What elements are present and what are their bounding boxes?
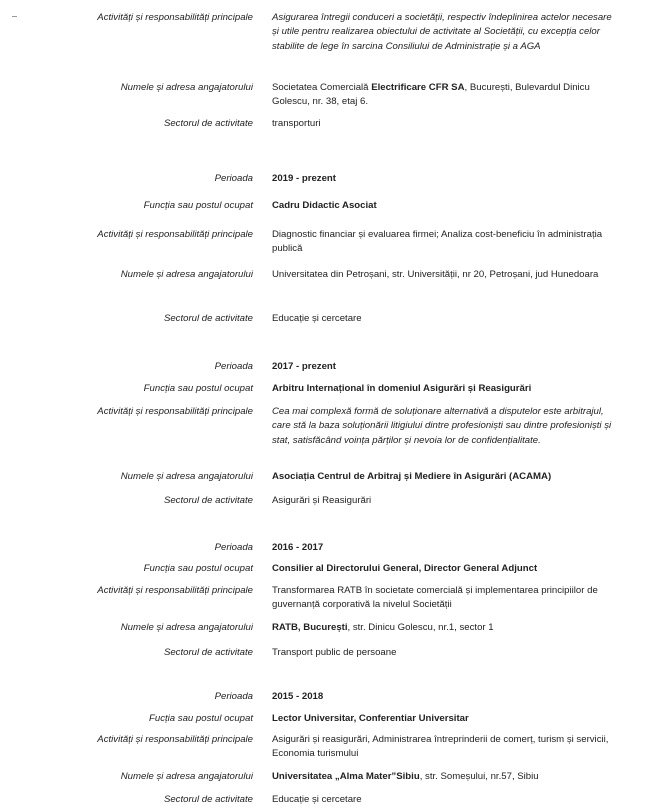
position-label: Funcția sau postul ocupat	[143, 383, 253, 394]
sector-value: Transport public de persoane	[272, 647, 397, 658]
employer-label: Numele și adresa angajatorului	[120, 622, 253, 633]
position-label: Funcția sau postul ocupat	[143, 563, 253, 574]
position-value: Cadru Didactic Asociat	[272, 200, 377, 211]
activities-value: Asigurări și reasigurări, Administrarea întreprinderii de comerț, turism și servicii, Economia turismului	[272, 734, 609, 760]
employer-value: RATB, București, str. Dinicu Golescu, nr.1, sector 1	[272, 622, 494, 633]
employer-label: Numele și adresa angajatorului	[120, 269, 253, 280]
period-value: 2017 - prezent	[272, 361, 336, 372]
employer-value: Asociația Centrul de Arbitraj și Mediere în Asigurări (ACAMA)	[272, 471, 552, 482]
sector-label: Sectorul de activitate	[163, 794, 253, 805]
period-value: 2019 - prezent	[272, 173, 336, 184]
sector-label: Sectorul de activitate	[163, 118, 253, 129]
activities-label: Activități și responsabilități principale	[97, 734, 253, 745]
employer-value: Universitatea din Petroșani, str. Universității, nr 20, Petroșani, jud Hunedoara	[272, 269, 599, 280]
position-value: Arbitru Internațional în domeniul Asigurări și Reasigurări	[272, 383, 532, 394]
employer-label: Numele și adresa angajatorului	[120, 771, 253, 782]
employer-label: Numele și adresa angajatorului	[120, 82, 253, 93]
sector-value: transporturi	[272, 118, 321, 129]
period-label: Perioada	[214, 542, 253, 553]
period-value: 2015 - 2018	[272, 691, 324, 702]
sector-label: Sectorul de activitate	[163, 647, 253, 658]
activities-label: Activități și responsabilități principale	[97, 406, 253, 417]
period-label: Perioada	[214, 173, 253, 184]
position-value: Consilier al Directorului General, Director General Adjunct	[272, 563, 538, 574]
position-label: Funcția sau postul ocupat	[143, 200, 253, 211]
activities-label: Activități și responsabilități principale	[97, 229, 253, 240]
sector-label: Sectorul de activitate	[163, 495, 253, 506]
sector-value: Educație și cercetare	[272, 313, 362, 324]
employer-value: Universitatea „Alma Mater”Sibiu, str. Someșului, nr.57, Sibiu	[272, 771, 539, 782]
sector-value: Asigurări și Reasigurări	[272, 495, 372, 506]
activities-value: Transformarea RATB în societate comercială și implementarea principiilor de guvernanță corporativă la nivelul Societății	[272, 585, 598, 611]
activities-label: Activități și responsabilități principale	[97, 12, 253, 23]
activities-value: Diagnostic financiar și evaluarea firmei; Analiza cost-beneficiu în administrația publică	[272, 229, 603, 255]
employer-value: Societatea Comercială Electrificare CFR SA, București, Bulevardul Dinicu Golescu, nr. 38, etaj 6.	[272, 82, 590, 108]
period-label: Perioada	[214, 691, 253, 702]
period-value: 2016 - 2017	[272, 542, 324, 553]
period-label: Perioada	[214, 361, 253, 372]
position-value: Lector Universitar, Conferentiar Universitar	[272, 713, 469, 724]
position-label: Fucția sau postul ocupat	[149, 713, 253, 724]
employer-label: Numele și adresa angajatorului	[120, 471, 253, 482]
sector-label: Sectorul de activitate	[163, 313, 253, 324]
activities-label: Activități și responsabilități principale	[97, 585, 253, 596]
activities-value: Cea mai complexă formă de soluționare alternativă a disputelor este arbitrajul, care stă la baza soluționării litigiului dintre profesioniști sau dintre profesioniști și stat, satisfăcând voința părților și nevoia lor de confidențialitate.	[272, 406, 612, 446]
sector-value: Educație și cercetare	[272, 794, 362, 805]
activities-value: Asigurarea întregii conduceri a societății, respectiv îndeplinirea actelor necesare și utile pentru realizarea obiectului de activitate al Societății, cu excepția celor stabilite de lege în sarcina Consiliului de Administrație și a AGA	[272, 12, 612, 52]
